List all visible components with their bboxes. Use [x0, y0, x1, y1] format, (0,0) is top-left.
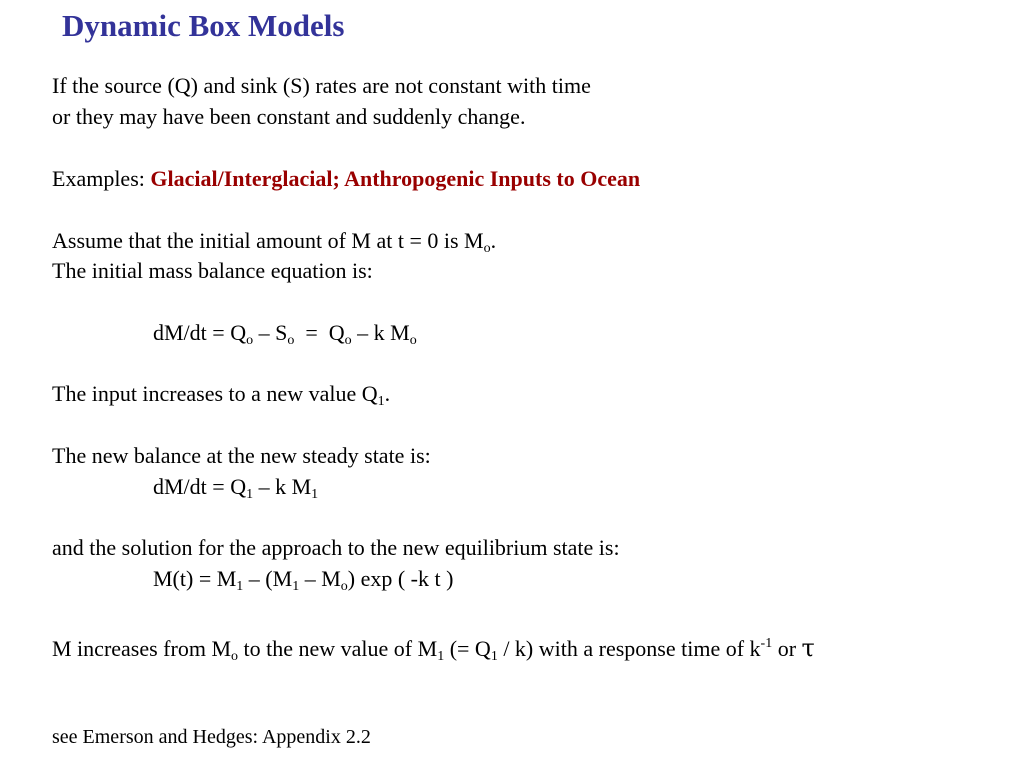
conclusion-sub: 1: [490, 649, 498, 664]
eq3-sub: 1: [292, 579, 300, 594]
examples-label: Examples:: [52, 166, 151, 191]
assume-subscript: o: [483, 241, 491, 256]
equation-solution: [153, 566, 453, 592]
input-increase-text: The input increases to a new value Q: [52, 381, 378, 406]
eq2-part: dM/dt = Q: [153, 474, 247, 499]
equation-initial: [153, 320, 417, 346]
tau-symbol: τ: [801, 634, 815, 662]
examples-items: Glacial/Interglacial; Anthropogenic Inputs to Ocean: [150, 166, 641, 191]
reference-line: see Emerson and Hedges: Appendix 2.2: [52, 726, 371, 748]
intro-line-1: If the source (Q) and sink (S) rates are not constant with time: [52, 73, 591, 98]
equation-new-steady-state: [153, 474, 318, 500]
eq3-part: – M: [299, 566, 341, 591]
conclusion-sub: 1: [437, 649, 445, 664]
intro-line-2: or they may have been constant and suddenly change.: [52, 104, 526, 129]
eq1-part: – k M: [351, 320, 410, 345]
conclusion-part: M increases from M: [52, 636, 232, 661]
eq1-part: – S: [253, 320, 288, 345]
input-increase-sub: 1: [377, 394, 385, 409]
slide-title: Dynamic Box Models: [62, 8, 345, 43]
eq2-sub: 1: [311, 487, 319, 502]
conclusion-part: (= Q: [444, 636, 491, 661]
eq3-part: ) exp ( -k t ): [347, 566, 454, 591]
eq3-sub: o: [340, 579, 348, 594]
eq2-part: – k M: [253, 474, 312, 499]
eq1-sub: o: [344, 333, 352, 348]
examples-line: [52, 166, 640, 192]
assume-text: Assume that the initial amount of M at t = 0 is M: [52, 228, 484, 253]
assume-line: [52, 228, 496, 254]
new-balance-line: The new balance at the new steady state is:: [52, 443, 431, 468]
solution-intro-line: and the solution for the approach to the new equilibrium state is:: [52, 535, 620, 560]
conclusion-sub: o: [231, 649, 239, 664]
conclusion-line: [52, 635, 815, 662]
eq1-part: = Q: [294, 320, 345, 345]
eq1-sub: o: [287, 333, 295, 348]
initial-balance-line: The initial mass balance equation is:: [52, 258, 373, 283]
eq1-sub: o: [246, 333, 254, 348]
input-increase-line: [52, 381, 390, 407]
conclusion-part: / k) with a response time of k: [497, 636, 761, 661]
input-increase-end: .: [384, 381, 391, 406]
conclusion-superscript: -1: [760, 636, 773, 651]
eq2-sub: 1: [246, 487, 254, 502]
conclusion-part: to the new value of M: [238, 636, 438, 661]
eq1-part: dM/dt = Q: [153, 320, 247, 345]
eq3-part: M(t) = M: [153, 566, 237, 591]
assume-end: .: [490, 228, 497, 253]
eq1-sub: o: [409, 333, 417, 348]
eq3-part: – (M: [243, 566, 293, 591]
conclusion-part: or: [772, 636, 802, 661]
eq3-sub: 1: [236, 579, 244, 594]
